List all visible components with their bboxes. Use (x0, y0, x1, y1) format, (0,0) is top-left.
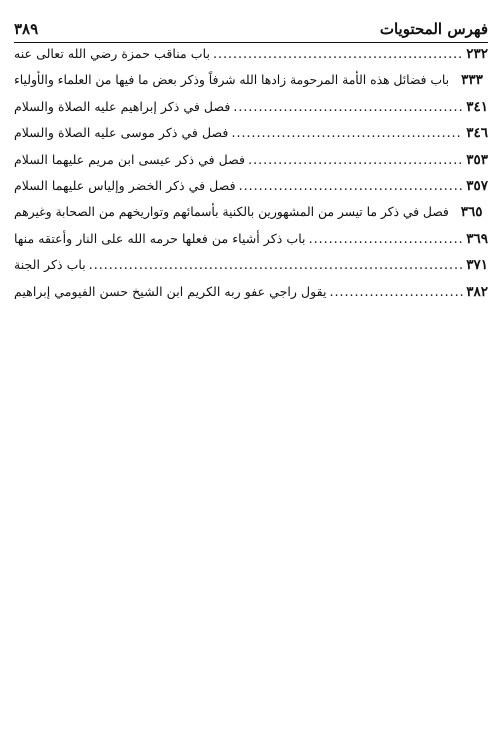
toc-entry-text: فصل في ذكر موسى عليه الصلاة والسلام (14, 125, 229, 141)
toc-entry-text: باب فضائل هذه الأمة المرحومة زادها الله شرفاً وذكر بعض ما فيها من العلماء والأولياء (14, 73, 450, 88)
toc-entry-page: ٣٣٣ (461, 72, 483, 89)
toc-entry (14, 231, 488, 257)
toc-entry-text: يقول راجي عفو ربه الكريم ابن الشيخ حسن الفيومي إبراهيم (14, 283, 327, 299)
toc-entry-text: فصل في ذكر الخضر وإلياس عليهما السلام (14, 177, 236, 193)
toc-entry-text: باب ذكر الجنة (14, 257, 86, 273)
toc-entry (14, 178, 488, 204)
toc-entry (14, 152, 488, 178)
toc-leader-dots (309, 231, 464, 246)
toc-entry-page: ٣٥٧ (466, 177, 488, 194)
toc-entry (14, 72, 488, 98)
toc-entry-page: ٣٦٩ (466, 230, 488, 247)
toc-leader-dots (213, 46, 463, 61)
toc-entry-page: ٣٥٣ (466, 151, 488, 168)
toc-entry-page: ٣٧١ (466, 257, 488, 274)
toc-entry (14, 204, 488, 230)
toc-entry-text: فصل في ذكر عيسى ابن مريم عليهما السلام (14, 151, 246, 167)
page-number: ٣٨٩ (14, 20, 39, 38)
toc-entry (14, 125, 488, 151)
toc-entry (14, 284, 488, 310)
toc-entry-text: باب ذكر أشياء من فعلها حرمه الله على النار وأعتقه منها (14, 230, 306, 246)
toc-entry-page: ٢٣٢ (466, 46, 488, 62)
toc-entry-text: فصل في ذكر إبراهيم عليه الصلاة والسلام (14, 98, 231, 114)
toc-entry-text: باب مناقب حمزة رضي الله تعالى عنه (14, 46, 210, 61)
toc-leader-dots (330, 284, 464, 299)
toc-leader-dots (239, 178, 464, 193)
toc-entry (14, 99, 488, 125)
toc-entry-text: فصل في ذكر ما تيسر من المشهورين بالكنية بأسمائهم وتواريخهم من الصحابة وغيرهم (14, 205, 449, 220)
page-title: فهرس المحتويات (379, 20, 488, 38)
page-header (14, 8, 488, 43)
toc-leader-dots (231, 125, 463, 140)
toc-leader-dots (233, 99, 463, 114)
toc-entry (14, 257, 488, 283)
toc-leader-dots (248, 152, 463, 167)
toc-entry-page: ٣٦٥ (460, 204, 483, 221)
table-of-contents (14, 46, 488, 310)
toc-leader-dots (89, 257, 463, 272)
toc-entry-page: ٣٤٦ (466, 125, 488, 142)
toc-entry-page: ٣٨٢ (466, 283, 488, 300)
toc-entry (14, 46, 488, 72)
toc-entry-page: ٣٤١ (466, 98, 488, 115)
